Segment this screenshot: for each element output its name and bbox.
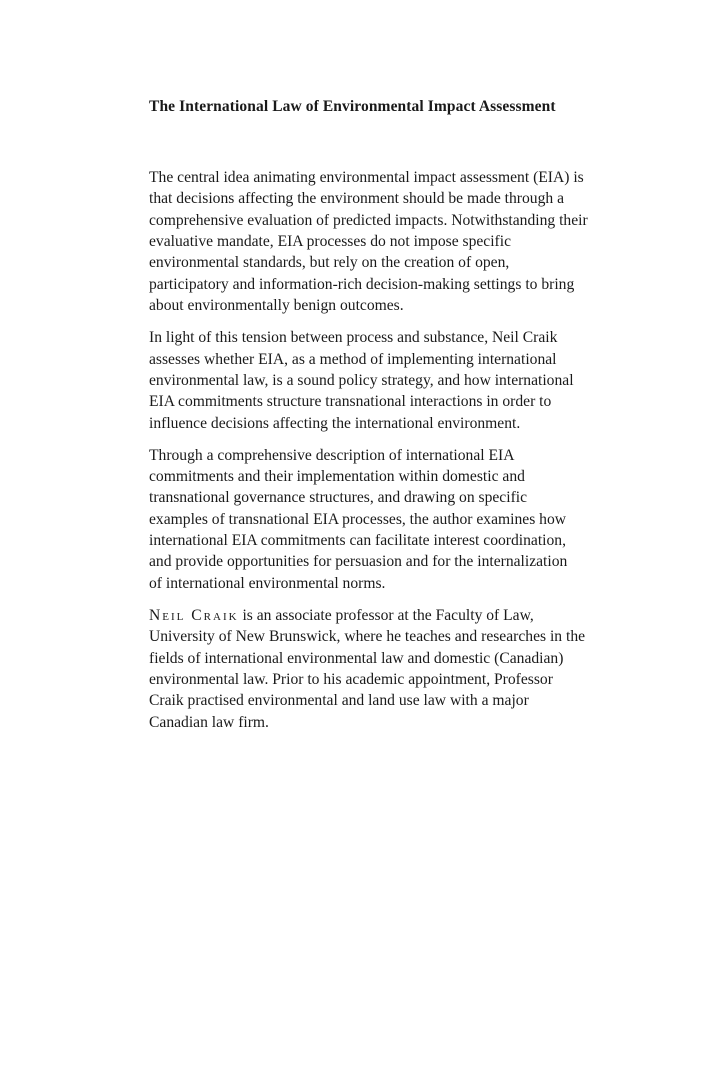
paragraph-1 (149, 167, 649, 316)
paragraph-2 (149, 327, 649, 434)
text-line: In light of this tension between process and substance, Neil Craik (149, 329, 558, 347)
text-line: international EIA commitments can facilitate interest coordination, (149, 532, 566, 550)
text-line: evaluative mandate, EIA processes do not impose specific (149, 233, 512, 251)
page-title: The International Law of Environmental Impact Assessment (149, 98, 556, 115)
text-line: commitments and their implementation within domestic and (149, 468, 525, 486)
author-bio (149, 605, 649, 733)
text-line: participatory and information-rich decision-making settings to bring (149, 275, 575, 293)
document-body (149, 167, 649, 744)
author-name: Neil Craik (149, 606, 239, 624)
text-line: assesses whether EIA, as a method of implementing international (149, 350, 557, 368)
text-line: and provide opportunities for persuasion and for the internalization (149, 553, 568, 571)
text-line: that decisions affecting the environment should be made through a (149, 190, 565, 208)
text-line (149, 605, 649, 626)
text-line: Canadian law firm. (149, 713, 269, 731)
text-line: fields of international environmental law and domestic (Canadian) (149, 649, 564, 667)
text-line: environmental law, is a sound policy strategy, and how international (149, 371, 574, 389)
text-line: transnational governance structures, and drawing on specific (149, 489, 528, 507)
text-line: examples of transnational EIA processes, the author examines how (149, 510, 567, 528)
text-line: Craik practised environmental and land use law with a major (149, 692, 529, 710)
text-line: environmental law. Prior to his academic appointment, Professor (149, 670, 553, 688)
text-line: environmental standards, but rely on the creation of open, (149, 254, 510, 272)
text-line: about environmentally benign outcomes. (149, 297, 404, 315)
text-line: comprehensive evaluation of predicted impacts. Notwithstanding their (149, 211, 588, 229)
author-bio-first-line: is an associate professor at the Faculty of Law, (238, 606, 534, 624)
text-line: influence decisions affecting the international environment. (149, 414, 521, 432)
text-line: EIA commitments structure transnational interactions in order to (149, 393, 552, 411)
text-line: of international environmental norms. (149, 574, 386, 592)
text-line: University of New Brunswick, where he teaches and researches in the (149, 628, 586, 646)
text-line: The central idea animating environmental impact assessment (EIA) is (149, 169, 584, 186)
text-line: Through a comprehensive description of international EIA (149, 446, 515, 464)
paragraph-3 (149, 445, 649, 594)
